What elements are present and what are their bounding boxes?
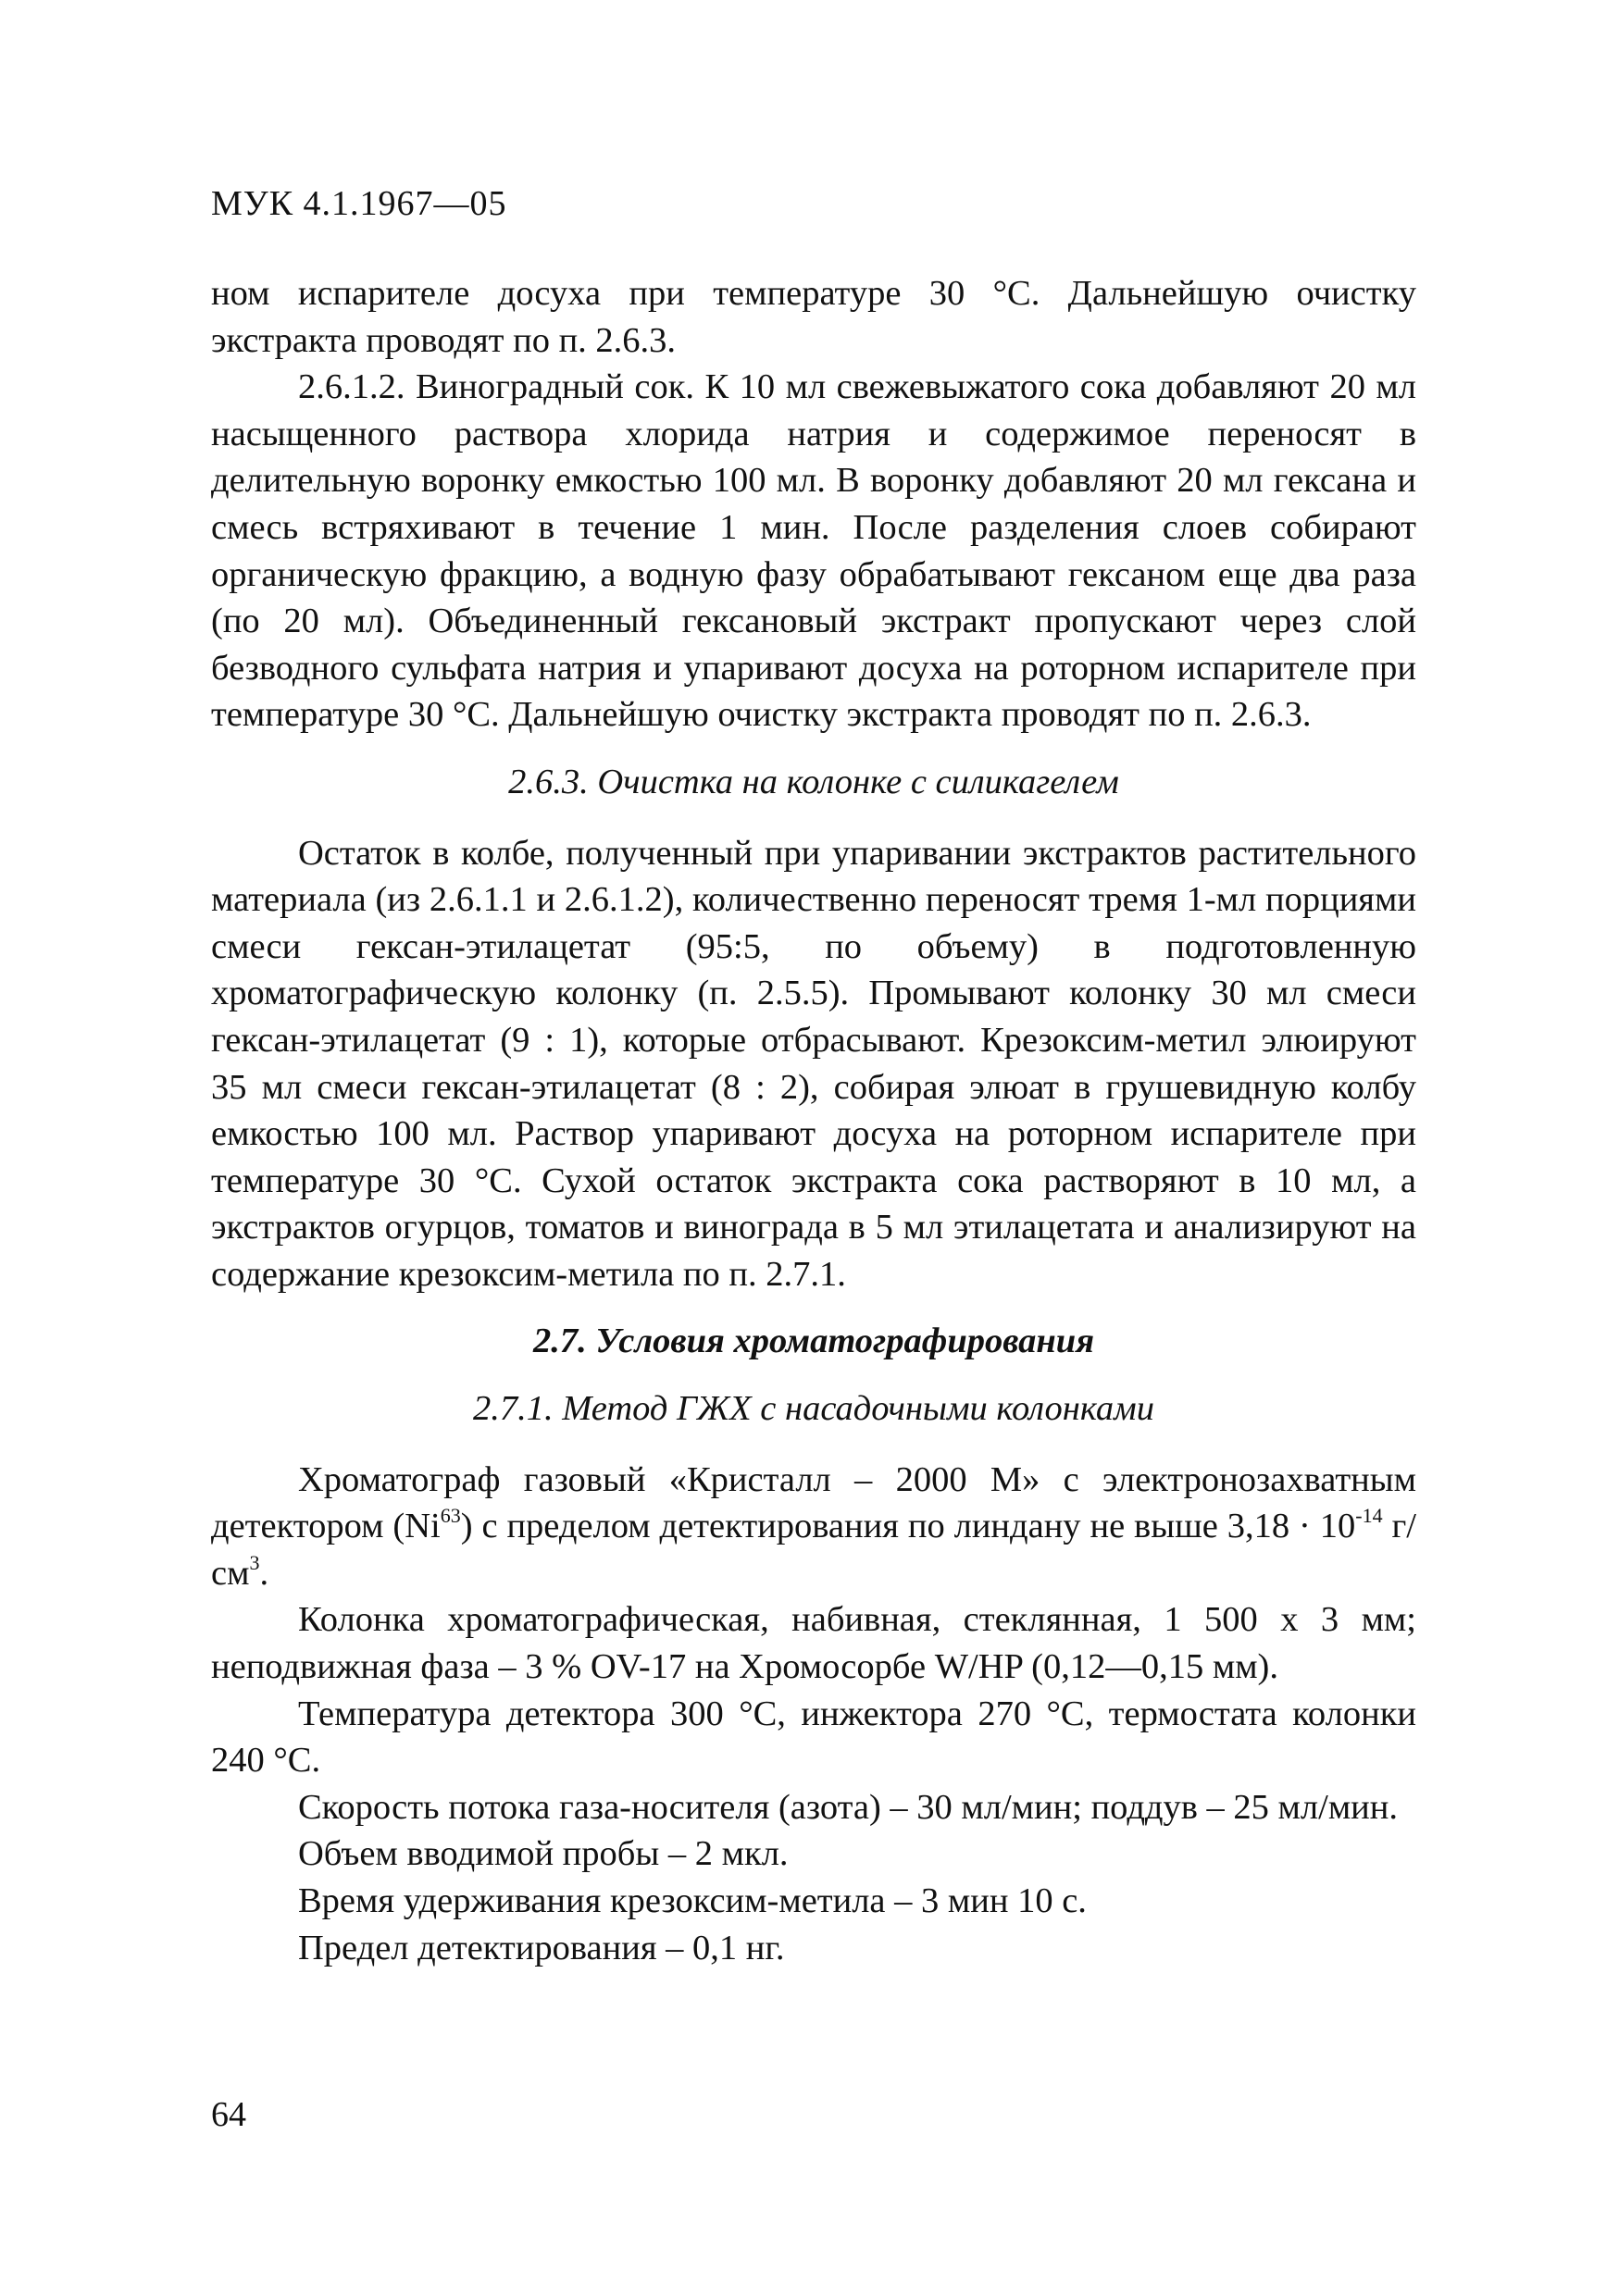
chromatograph-text-c: г/см [211, 1507, 1416, 1593]
document-code-header: МУК 4.1.1967—05 [211, 184, 507, 223]
body-text [211, 270, 1416, 1971]
section-heading-2-6-3: 2.6.3. Очистка на колонке с силикагелем [508, 762, 1119, 801]
exponent-superscript: -14 [1355, 1504, 1383, 1528]
paragraph-temperature: Температура детектора 300 °С, инжектора 270 °С, термостата колонки 240 °С. [211, 1694, 1416, 1781]
chromatograph-text-a: Хроматограф газовый «Кристалл – 2000 М» с электронозахватным детектором (Ni [211, 1459, 1416, 1546]
paragraph-grape-juice: 2.6.1.2. Виноградный сок. К 10 мл свежевыжатого сока добавляют 20 мл насыщенного раствора хлорида натрия и содержимое переносят в делительную воронку емкостью 100 мл. В воронку добавляют 20 мл гексана и смесь встряхивают в течение 1 мин. После разделения слоев собирают органическую фракцию, а водную фазу обрабатывают гексаном еще два раза (по 20 мл). Объединенный гексановый экстракт пропускают через слой безводного сульфата натрия и упаривают досуха на роторном испарителе при температуре 30 °С. Дальнейшую очистку экстракта проводят по п. 2.6.3. [211, 367, 1416, 735]
isotope-superscript: 63 [440, 1504, 461, 1528]
section-heading-2-7: 2.7. Условия хроматографирования [532, 1322, 1095, 1361]
paragraph-sample-volume: Объем вводимой пробы – 2 мкл. [298, 1834, 789, 1874]
paragraph-flow-rate: Скорость потока газа-носителя (азота) – 30 мл/мин; поддув – 25 мл/мин. [298, 1787, 1399, 1827]
section-heading-2-7-1: 2.7.1. Метод ГЖХ с насадочными колонками [473, 1389, 1154, 1429]
paragraph-column-cleanup: Остаток в колбе, полученный при упаривании экстрактов растительного материала (из 2.6.1.1 и 2.6.1.2), количественно переносят тремя 1-мл порциями смеси гексан-этилацетат (95:5, по объему) в подготовленную хроматографическую колонку (п. 2.5.5). Промывают колонку 30 мл смеси гексан-этилацетат (9 : 1), которые отбрасывают. Крезоксим-метил элюируют 35 мл смеси гексан-этилацетат (8 : 2), собирая элюат в грушевидную колбу емкостью 100 мл. Раствор упаривают досуха на роторном испарителе при температуре 30 °С. Сухой остаток экстракта сока растворяют в 10 мл, а экстрактов огурцов, томатов и винограда в 5 мл этилацетата и анализируют на содержание крезоксим-метила по п. 2.7.1. [211, 833, 1416, 1294]
paragraph-continuation: ном испарителе досуха при температуре 30 °С. Дальнейшую очистку экстракта проводят по п. 2.6.3. [211, 274, 1416, 360]
paragraph-retention-time: Время удерживания крезоксим-метила – 3 мин 10 с. [298, 1881, 1087, 1920]
chromatograph-text-b: ) с пределом детектирования по линдану не выше 3,18 · 10 [460, 1507, 1356, 1546]
paragraph-chromatograph [211, 1457, 1416, 1597]
paragraph-column: Колонка хроматографическая, набивная, стеклянная, 1 500 х 3 мм; неподвижная фаза – 3 % OV-17 на Хромосорбе W/HP (0,12—0,15 мм). [211, 1600, 1416, 1687]
paragraph-detection-limit: Предел детектирования – 0,1 нг. [298, 1928, 785, 1967]
cubic-superscript: 3 [249, 1550, 260, 1574]
chromatograph-text-d: . [259, 1553, 269, 1593]
page-number: 64 [211, 2095, 246, 2134]
